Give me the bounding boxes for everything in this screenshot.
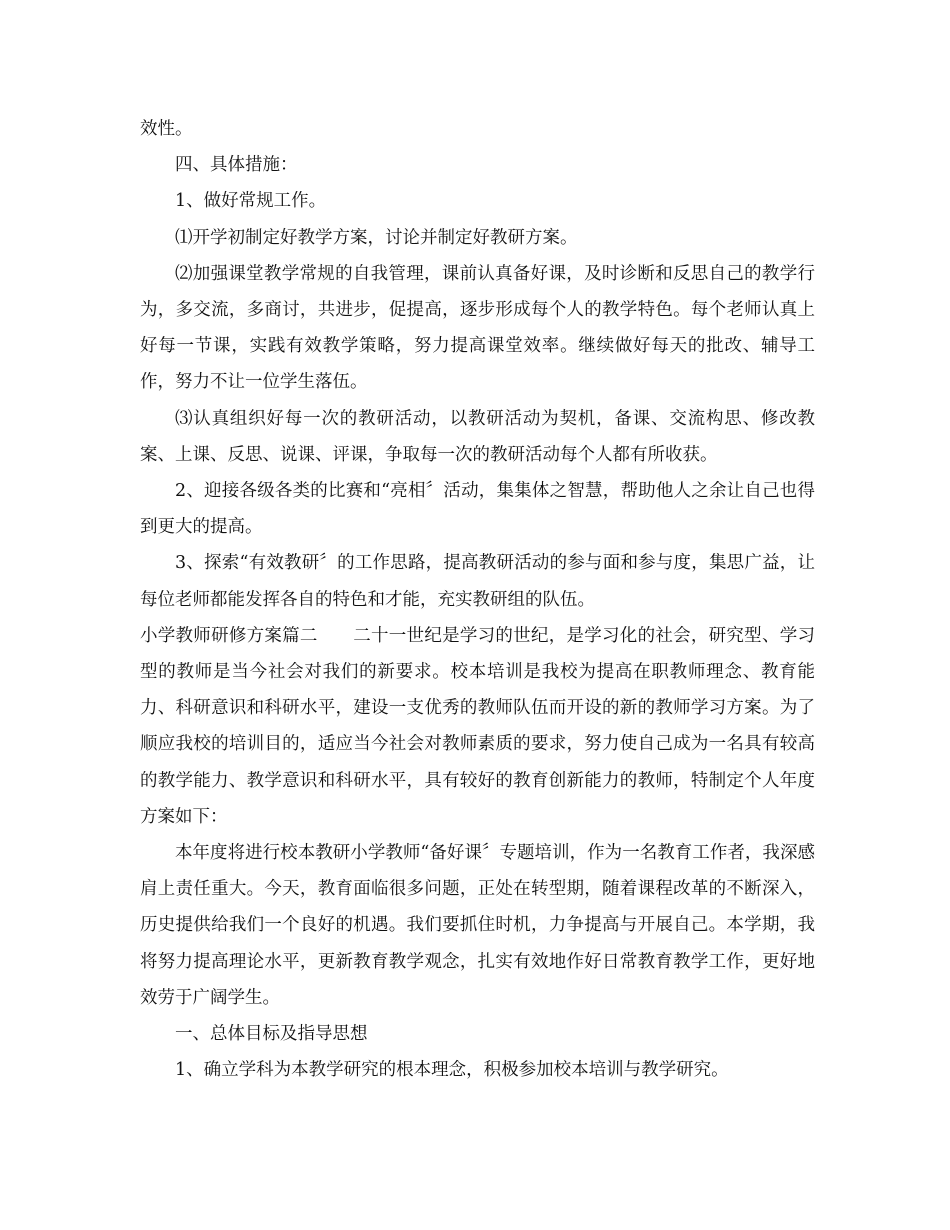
paragraph-annual-plan: 本年度将进行校本教研小学教师“备好课〞专题培训，作为一名教育工作者，我深感肩上责任重大。今天，教育面临很多问题，正处在转型期，随着课程改革的不断深入，历史提供给我们一个良好的机遇。我们要抓住时机，力争提高与开展自己。本学期，我将努力提高理论水平，更新教育教学观念，扎实有效地作好日常教育教学工作，更好地效劳于广阔学生。 [140,843,815,1008]
subitem-1: ⑴开学初制定好教学方案，讨论并制定好教研方案。 [175,227,578,248]
item-routine-work: 1、做好常规工作。 [175,191,327,212]
item-establish-concept: 1、确立学科为本教学研究的根本理念，积极参加校本培训与教学研究。 [175,1060,729,1081]
subitem-3: ⑶认真组织好每一次的教研活动，以教研活动为契机，备课、交流构思、修改教案、上课、反思、说课、评课，争取每一次的教研活动每个人都有所收获。 [140,408,815,465]
subitem-2: ⑵加强课堂教学常规的自我管理，课前认真备好课，及时诊断和反思自己的教学行为，多交流，多商讨，共进步，促提高，逐步形成每个人的教学特色。每个老师认真上好每一节课，实践有效教学策略，努力提高课堂效率。继续做好每天的批改、辅导工作，努力不让一位学生落伍。 [140,263,815,393]
section-title-part-two: 小学教师研修方案篇二 二十一世纪是学习的世纪，是学习化的社会，研究型、学习型的教师是当今社会对我们的新要求。校本培训是我校为提高在职教师理念、教育能力、科研意识和科研水平，建设一支优秀的教师队伍而开设的新的教师学习方案。为了顺应我校的培训目的，适应当今社会对教师素质的要求，努力使自己成为一名具有较高的教学能力、教学意识和科研水平，具有较好的教育创新能力的教师，特制定个人年度方案如下： [140,625,815,827]
paragraph-continuation: 效性。 [140,119,193,139]
section-heading-measures: 四、具体措施： [175,155,298,176]
item-effective-research: 3、探索“有效教研〞的工作思路，提高教研活动的参与面和参与度，集思广益，让每位老师都能发挥各自的特色和才能，充实教研组的队伍。 [140,553,815,610]
document-body [140,111,815,1088]
item-competitions: 2、迎接各级各类的比赛和“亮相〞活动，集集体之智慧，帮助他人之余让自己也得到更大的提高。 [140,481,815,538]
section-heading-goals: 一、总体目标及指导思想 [175,1024,368,1045]
